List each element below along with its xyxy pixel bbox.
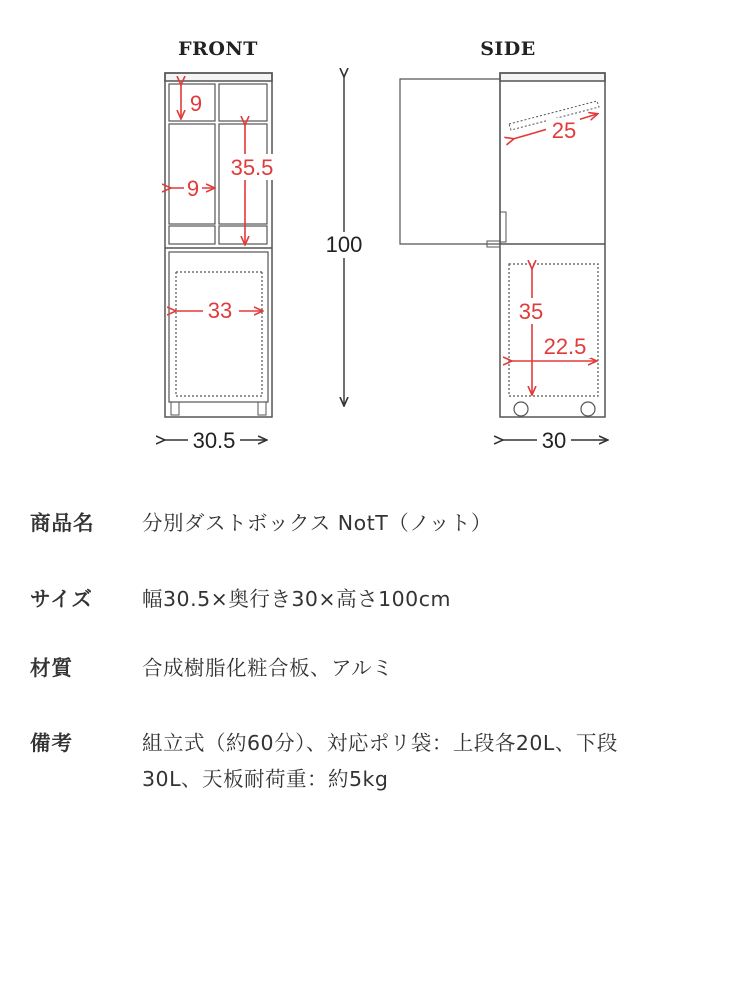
side-lower-height-label: 35 [518, 299, 544, 324]
dimension-drawing [0, 0, 750, 470]
front-mid-width-label: 9 [186, 176, 200, 201]
front-top-height-label: 9 [189, 91, 203, 116]
front-cabinet [165, 73, 272, 417]
spec-key: 商品名 [30, 511, 95, 535]
spec-key: 材質 [30, 656, 73, 680]
spec-value: 幅30.5×奥行き30×高さ100cm [142, 587, 451, 611]
total-height-label: 100 [325, 232, 363, 257]
front-total-width-label: 30.5 [192, 428, 236, 453]
spec-value: 合成樹脂化粧合板、アルミ [142, 656, 394, 680]
side-lower-depth-label: 22.5 [543, 334, 587, 359]
side-view-title: SIDE [480, 38, 536, 60]
spec-value: 分別ダストボックス NotT（ノット） [142, 511, 492, 535]
spec-key: サイズ [30, 587, 93, 611]
side-lid-angle-label: 25 [551, 118, 577, 143]
front-lower-width-label: 33 [207, 298, 233, 323]
front-upper-height-label: 35.5 [230, 155, 274, 180]
spec-key: 備考 [30, 731, 73, 755]
side-total-depth-label: 30 [541, 428, 567, 453]
spec-value: 組立式（約60分）、対応ポリ袋：上段各20L、下段 30L、天板耐荷重：約5kg [142, 731, 618, 791]
front-view-title: FRONT [178, 38, 258, 60]
